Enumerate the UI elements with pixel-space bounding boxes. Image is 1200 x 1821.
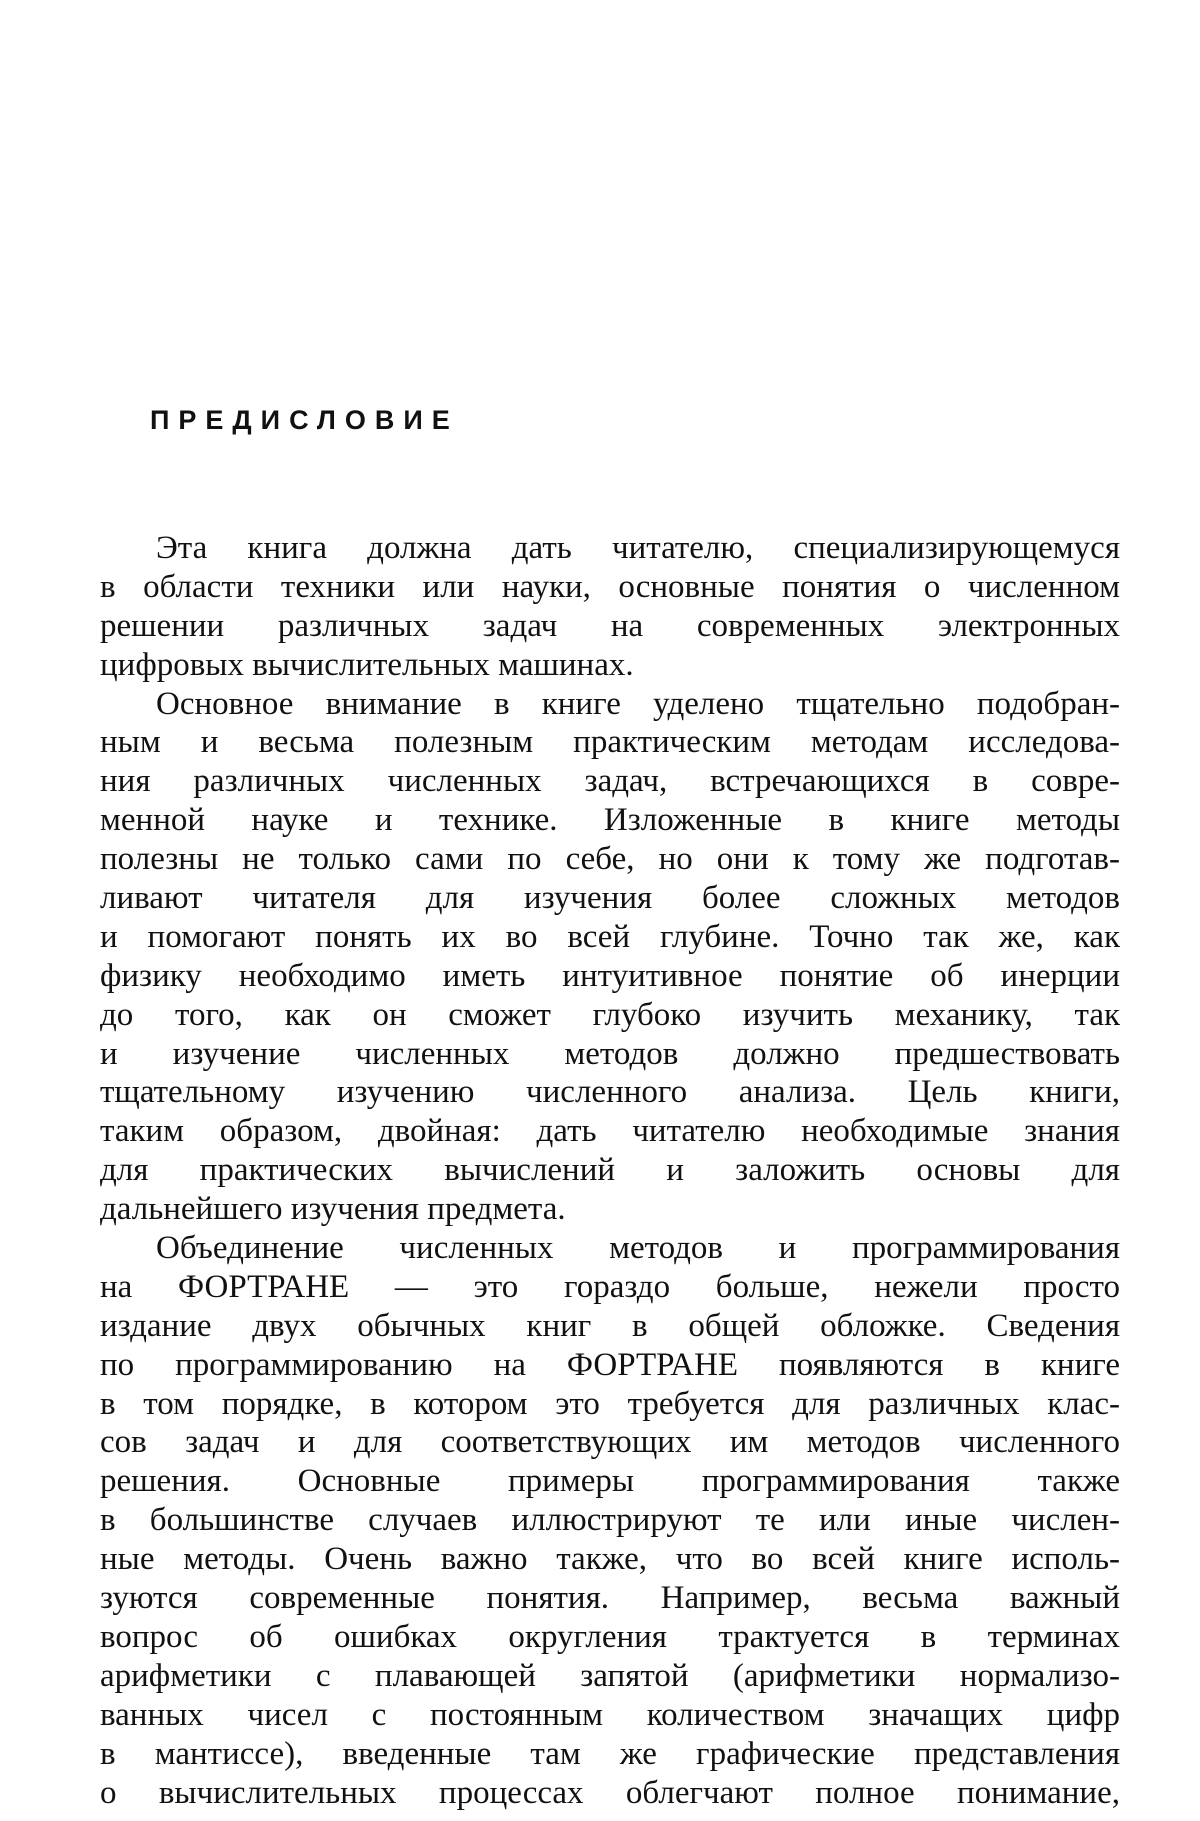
text-line: по программированию на ФОРТРАНЕ появляются в книге xyxy=(100,1346,1120,1383)
text-line: Эта книга должна дать читателю, специализирующемуся xyxy=(156,530,1120,566)
text-line: ливают читателя для изучения более сложных методов xyxy=(100,880,1120,917)
text-line: в большинстве случаев иллюстрируют те или иные числен- xyxy=(100,1502,1120,1539)
section-heading: ПРЕДИСЛОВИЕ xyxy=(150,405,459,435)
text-line: для практических вычислений и заложить основы для xyxy=(100,1152,1120,1189)
text-line: в области техники или науки, основные понятия о численном xyxy=(100,568,1120,605)
text-line: Основное внимание в книге уделено тщательно подобран- xyxy=(156,685,1120,722)
text-line: ванных чисел с постоянным количеством значащих цифр xyxy=(100,1696,1120,1733)
text-line: Объединение численных методов и программирования xyxy=(156,1230,1120,1267)
text-line: дальнейшего изучения предмета. xyxy=(100,1191,566,1228)
text-line: и изучение численных методов должно предшествовать xyxy=(100,1035,1120,1072)
text-line: вопрос об ошибках округления трактуется в терминах xyxy=(100,1618,1120,1655)
text-line: сов задач и для соответствующих им методов численного xyxy=(100,1424,1120,1461)
text-line: ные методы. Очень важно также, что во всей книге исполь- xyxy=(100,1541,1120,1578)
text-line: и помогают понять их во всей глубине. Точно так же, как xyxy=(100,918,1120,955)
text-line: о вычислительных процессах облегчают полное понимание, xyxy=(100,1774,1120,1811)
text-line: в том порядке, в котором это требуется для различных клас- xyxy=(100,1385,1120,1422)
text-line: арифметики с плавающей запятой (арифметики нормализо- xyxy=(100,1657,1120,1694)
text-line: цифровых вычислительных машинах. xyxy=(100,646,634,683)
text-line: на ФОРТРАНЕ — это гораздо больше, нежели просто xyxy=(100,1268,1120,1305)
text-line: ным и весьма полезным практическим методам исследова- xyxy=(100,724,1120,761)
text-line: таким образом, двойная: дать читателю необходимые знания xyxy=(100,1113,1120,1150)
text-line: решения. Основные примеры программирования также xyxy=(100,1463,1120,1500)
text-line: зуются современные понятия. Например, весьма важный xyxy=(100,1580,1120,1617)
text-line: до того, как он сможет глубоко изучить механику, так xyxy=(100,996,1120,1033)
preface-text xyxy=(100,529,1120,1812)
text-line: менной науке и технике. Изложенные в книге методы xyxy=(100,802,1120,839)
text-line: физику необходимо иметь интуитивное понятие об инерции xyxy=(100,957,1120,994)
text-line: издание двух обычных книг в общей обложке. Сведения xyxy=(100,1307,1120,1344)
text-line: ния различных численных задач, встречающихся в совре- xyxy=(100,763,1120,800)
text-line: тщательному изучению численного анализа. Цель книги, xyxy=(100,1074,1120,1111)
text-line: в мантиссе), введенные там же графические представления xyxy=(100,1735,1120,1772)
text-line: полезны не только сами по себе, но они к тому же подготав- xyxy=(100,841,1120,878)
text-line: решении различных задач на современных электронных xyxy=(100,607,1120,644)
